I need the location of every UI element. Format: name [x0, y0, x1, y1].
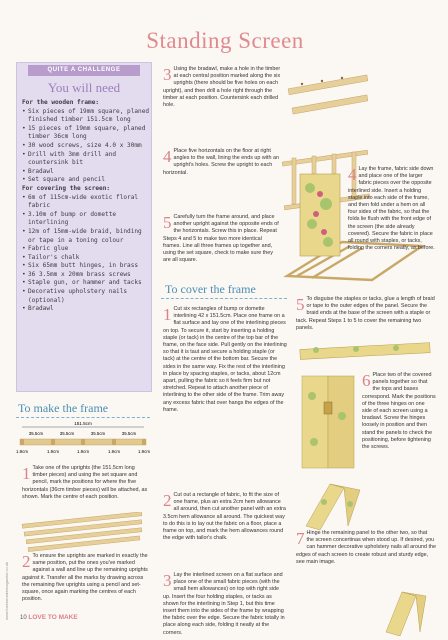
list-item: • Decorative upholstery nails (optional) — [22, 288, 150, 305]
difficulty-badge: QUITE A CHALLENGE — [28, 65, 140, 76]
drilling-photo — [282, 62, 372, 132]
step-number: 1 — [22, 464, 31, 483]
step-text: Using the bradawl, make a hole in the timber at each central position marked along the six uprights (there should be five holes on each upright), and then drill a hole right through the timber at each position. Countersink each drilled hole. — [163, 66, 281, 109]
finished-screen-photo — [380, 586, 444, 636]
gap-label: 1.9cm — [16, 449, 28, 454]
step-number: 5 — [296, 295, 305, 314]
step-number: 2 — [22, 552, 31, 571]
horizontal-marker — [112, 439, 116, 445]
make-step-2 — [22, 553, 150, 603]
step-number: 7 — [296, 529, 305, 548]
horizontal-marker — [51, 439, 55, 445]
cover-step-6 — [362, 372, 436, 451]
step-number: 2 — [163, 491, 172, 510]
frame-materials — [22, 108, 150, 185]
step-text: To ensure the uprights are marked in exactly the same position, put the ones you've marked against a wall and line up the remaining uprights against it. Transfer all the marks by drawing across the remaining five uprights using a pencil and set-square, once again marking the centres of each position. — [22, 553, 148, 603]
materials-list — [22, 99, 150, 314]
cover-step-7 — [296, 530, 436, 566]
braid-photo — [296, 338, 436, 364]
make-step-1 — [22, 465, 150, 501]
make-step-4 — [163, 148, 281, 177]
step-number: 4 — [348, 165, 357, 184]
list-item: • Bradawl — [22, 168, 150, 177]
divider — [161, 298, 287, 299]
cover-step-2 — [163, 492, 287, 542]
you-will-need-title: You will need — [47, 80, 121, 95]
list-item: • Tailor's chalk — [22, 254, 150, 263]
gap-label: 1.9cm — [108, 449, 120, 454]
horizontal-marker — [142, 439, 146, 445]
step-number: 4 — [163, 147, 172, 166]
horizontal-marker — [81, 439, 85, 445]
folded-screen-photo — [300, 476, 380, 532]
list-item: • 12m of 15mm-wide braid, binding or tape in a toning colour — [22, 228, 150, 245]
make-step-3 — [163, 66, 281, 109]
cover-step-1 — [163, 306, 287, 414]
step-number: 3 — [163, 571, 172, 590]
make-frame-heading: To make the frame — [18, 401, 109, 415]
step-number: 6 — [362, 371, 371, 390]
list-item: • 3.10m of bump or domette interlining — [22, 211, 150, 228]
list-item: • Drill with 3mm drill and countersink bit — [22, 151, 150, 168]
gap-label: 1.9cm — [47, 449, 59, 454]
list-item: • Bradawl — [22, 305, 150, 314]
cover-frame-heading: To cover the frame — [165, 282, 256, 296]
list-item: • 36 3.5mm x 20mm brass screws — [22, 271, 150, 280]
cover-materials-heading: For covering the screen: — [22, 184, 111, 192]
step-text: Cut six rectangles of bump or domette interlining 42 x 151.5cm. Place one frame on a flat surface and lay one of the interlining pieces on top. To secure it, start by inserting a holding staple (or tack) in the centre of the top bar of the frame, on the face side. Pull gently on the interlining so that it is taut and secure a holding staple (or tack) at the centre of the bottom bar. Secure the sides in the same way. Fix the rest of the interlining in place by spacing staples, or tacks, about 12cm apart, pulling the fabric so it feels firm but not stretched. Repeat to attach another piece of interlining to the other side of the frame. Trim away any excess fabric that over hangs the edges of the frame. — [163, 306, 287, 413]
step-text: Carefully turn the frame around, and place another upright against the opposite ends of the horizontals. Screw this in place. Repeat Steps 4 and 5 to make two more identical frames. Line all three frames up together and, using the set square, check to make sure they are all square. — [163, 214, 279, 264]
gap-label: 1.9cm — [77, 449, 89, 454]
total-length-label: 151.5cm — [74, 421, 92, 426]
step-number: 5 — [163, 213, 172, 232]
step-text: Lay the interlined screen on a flat surface and place one of the small fabric pieces (with the small hem allowances) on top with right side up. Insert the four holding staples, or tacks as shown for the interlining in Step 1, but this time insert them into the sides of the frame by wrapping the fabric over the edge. Secure the fabric totally in place along each side, folding it neatly at the corners. — [163, 572, 285, 636]
list-item: • Staple gun, or hammer and tacks — [22, 279, 150, 288]
step-text: Hinge the remaining panel to the other two, so that the screen concertinas when stood up. If desired, you can hammer decorative upholstery nails all around the edges of each screen to create robust and sturdy edge, see main image. — [296, 530, 436, 565]
segment-label: 35.5cm — [28, 431, 44, 436]
step-text: Lay the frame, fabric side down and place one of the larger fabric pieces over the opposite interlined side. Insert a holding staple into each side of the frame, and then fold under a hem on all four sides of the fabric, so that the folds lie flush with the front edge of the screen (the side already covered). Secure the fabric in place all round with staples, or tacks, folding the corners neatly, as before. — [348, 166, 435, 252]
step-text: Take one of the uprights (the 151.5cm long timber pieces) and using the set square and pencil, mark the positions for where the five horizontals (36cm timber pieces) will be attached, as shown. Mark the centre of each position. — [22, 465, 148, 500]
page-title: Standing Screen — [146, 28, 304, 53]
frame-measurement-diagram — [16, 420, 150, 458]
segment-label: 35.5cm — [121, 431, 137, 436]
step-number: 1 — [163, 305, 172, 324]
hinge-photo — [298, 372, 358, 472]
make-step-5 — [163, 214, 281, 264]
divider — [16, 417, 150, 418]
step-number: 3 — [163, 65, 172, 84]
website-credit: www.lovetomakemagazine.co.uk — [4, 561, 9, 620]
step-text: Place two of the covered panels together so that the tops and bases correspond. Mark the positions of the three hinges on one side of each screen using a bradawl. Screw the hinges loosely in position and then stand the panels to check the positioning, before tightening the screws. — [362, 372, 436, 451]
cover-step-5 — [296, 296, 436, 332]
cover-materials — [22, 194, 150, 314]
step-text: To disguise the staples or tacks, glue a length of braid or tape to the outer edges of the panel. Secure the braid ends at the base of the screen with a staple or tack. Repeat Steps 1 to 5 to cover the remaining two panels. — [296, 296, 435, 331]
gap-label: 1.9cm — [138, 449, 150, 454]
step-text: Place five horizontals on the floor at right angles to the wall, lining the ends up with an upright's holes. Screw the upright to each horizontal. — [163, 148, 279, 176]
page-footer — [20, 614, 78, 621]
timber-photo — [16, 512, 152, 552]
segment-label: 35.5cm — [90, 431, 106, 436]
list-item: • Six pieces of 19mm square, planed finished timber 151.5cm long — [22, 108, 150, 125]
list-item: • 15 pieces of 19mm square, planed timber 36cm long — [22, 125, 150, 142]
fabric-panel-photo — [296, 170, 344, 260]
page-number: 10 — [20, 615, 27, 621]
horizontal-marker — [20, 439, 24, 445]
frame-materials-heading: For the wooden frame: — [22, 99, 100, 106]
step-text: Cut out a rectangle of fabric, to fit the size of one frame, plus an extra 2cm hem allowance all around, then cut another panel with an extra 3.5cm hem allowance all around. The quickest way to do this is to lay out the fabric on a floor, place a frame on top, and mark the hem allowances round the edge with tailor's chalk. — [163, 492, 286, 542]
magazine-brand: LOVE TO MAKE — [28, 614, 78, 621]
list-item: • 6m of 115cm-wide exotic floral fabric — [22, 194, 150, 211]
list-item: • Six 65mm butt hinges, in brass — [22, 262, 150, 271]
list-item: • Set square and pencil — [22, 176, 150, 185]
segment-label: 35.5cm — [59, 431, 75, 436]
cover-step-4 — [348, 166, 436, 252]
list-item: • Fabric glue — [22, 245, 150, 254]
cover-step-3 — [163, 572, 287, 637]
list-item: • 30 wood screws, size 4.0 x 30mm — [22, 142, 150, 151]
